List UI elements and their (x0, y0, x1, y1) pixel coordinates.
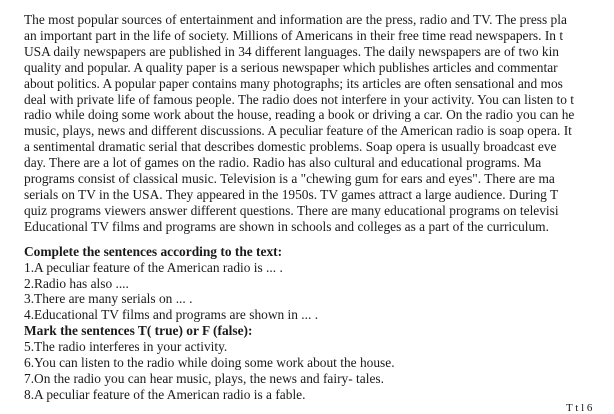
passage-line: deal with private life of famous people. The radio does not interfere in your activity. You can listen to t (24, 91, 574, 107)
task-heading: Mark the sentences T( true) or F (false): (24, 323, 253, 339)
document-page (24, 12, 614, 403)
task-item: 8.A peculiar feature of the American radio is a fable. (24, 386, 306, 402)
passage-line: music, plays, news and different discussions. A peculiar feature of the American radio is soap opera. It (24, 123, 572, 139)
passage-line: day. There are a lot of games on the radio. Radio has also cultural and educational programs. Ma (24, 155, 542, 171)
passage-line: quiz programs viewers answer different questions. There are many educational programs on televisi (24, 202, 559, 218)
cut-off-footer-text: T t l 6 (566, 402, 593, 414)
task-item: 3.There are many serials on ... . (24, 291, 193, 307)
task-item: 5.The radio interferes in your activity. (24, 339, 228, 355)
task-item: 6.You can listen to the radio while doing some work about the house. (24, 355, 395, 371)
task-item: 2.Radio has also .... (24, 275, 129, 291)
passage-line: programs consist of classical music. Television is a "chewing gum for ears and eyes". There are ma (24, 171, 555, 187)
task-heading: Complete the sentences according to the text: (24, 243, 283, 259)
task-complete-sentences (24, 244, 614, 324)
passage-line: Educational TV films and programs are shown in schools and colleges as a part of the curriculum. (24, 218, 549, 234)
passage-line: quality and popular. A quality paper is a serious newspaper which publishes articles and commentar (24, 59, 558, 75)
passage-line: The most popular sources of entertainment and information are the press, radio and TV. The press pla (24, 12, 567, 27)
task-item: 7.On the radio you can hear music, plays, the news and fairy- tales. (24, 370, 384, 386)
passage-line: a sentimental dramatic serial that describes domestic problems. Soap opera is usually broadcast eve (24, 139, 557, 155)
passage-line: USA daily newspapers are published in 34 different languages. The daily newspapers are of two kin (24, 43, 559, 59)
passage-line: radio while doing some work about the house, reading a book or driving a car. On the radio you can he (24, 107, 575, 123)
passage-line: about politics. A popular paper contains many photographs; its articles are often sensational and mos (24, 75, 563, 91)
passage-line: an important part in the life of society. Millions of Americans in their free time read newspapers. In t (24, 27, 564, 43)
task-item: 4.Educational TV films and programs are shown in ... . (24, 307, 319, 323)
reading-passage (24, 12, 614, 235)
section-gap (24, 235, 614, 244)
passage-line: serials on TV in the USA. They appeared in the 1950s. TV games attract a large audience. During T (24, 186, 559, 202)
task-true-false (24, 323, 614, 403)
task-item: 1.A peculiar feature of the American radio is ... . (24, 259, 283, 275)
